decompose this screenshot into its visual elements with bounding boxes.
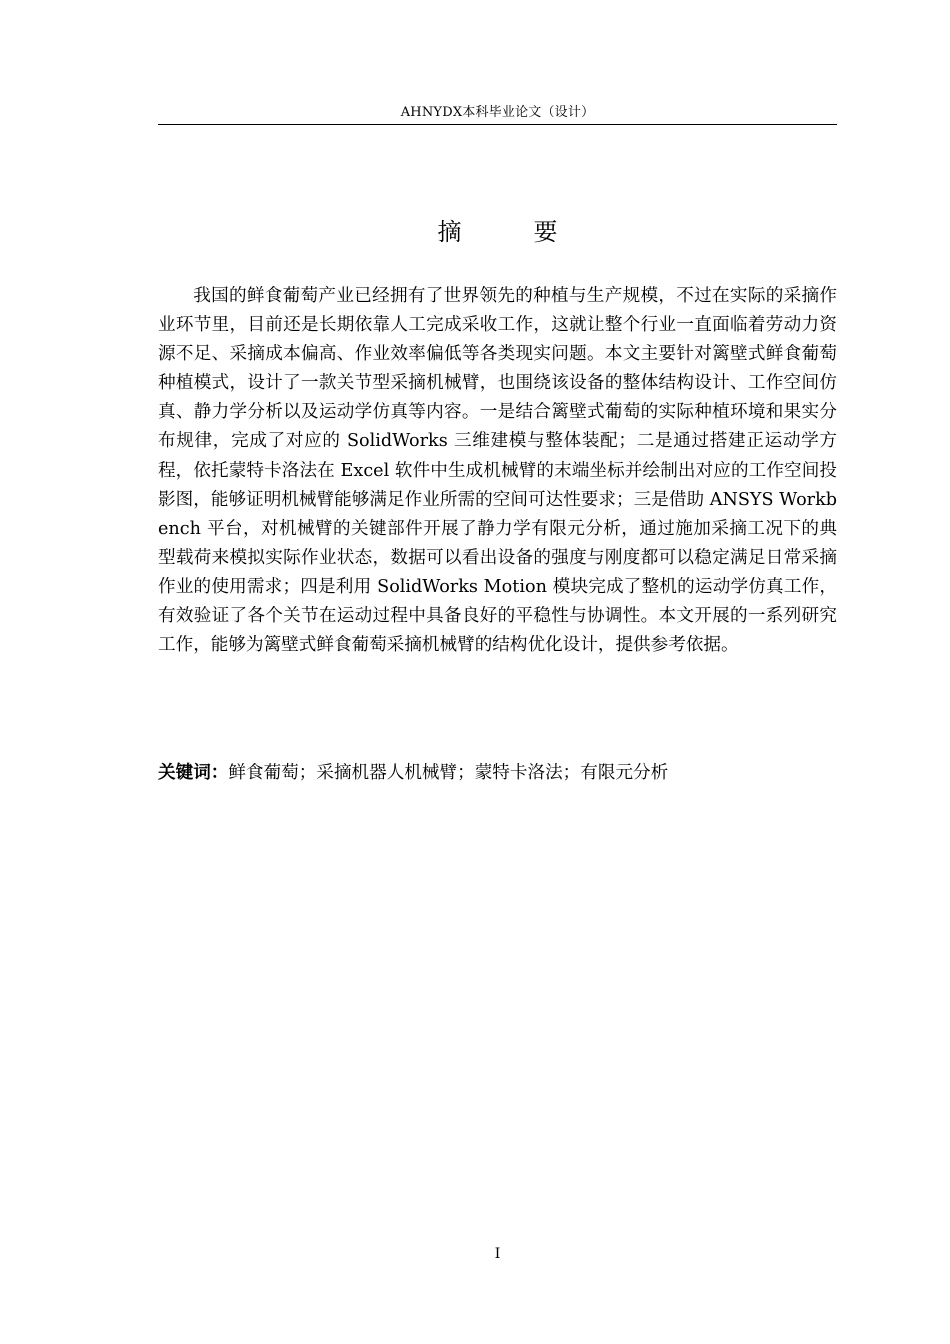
- running-header: AHNYDX本科毕业论文（设计）: [400, 105, 595, 120]
- abstract-title: 摘 要: [437, 218, 582, 246]
- page-number: I: [494, 1246, 501, 1262]
- keywords-value: 鲜食葡萄；采摘机器人机械臂；蒙特卡洛法；有限元分析: [228, 763, 669, 783]
- abstract-body: 我国的鲜食葡萄产业已经拥有了世界领先的种植与生产规模，不过在实际的采摘作业环节里，目前还是长期依靠人工完成采收工作，这就让整个行业一直面临着劳动力资源不足、采摘成本偏高、作业效率偏低等各类现实问题。本文主要针对篱壁式鲜食葡萄种植模式，设计了一款关节型采摘机械臂，也围绕该设备的整体结构设计、工作空间仿真、静力学分析以及运动学仿真等内容。一是结合篱壁式葡萄的实际种植环境和果实分布规律，完成了对应的 SolidWorks 三维建模与整体装配；二是通过搭建正运动学方程，依托蒙特卡洛法在 Excel 软件中生成机械臂的末端坐标并绘制出对应的工作空间投影图，能够证明机械臂能够满足作业所需的空间可达性要求；三是借助 ANSYS Workbench 平台，对机械臂的关键部件开展了静力学有限元分析，通过施加采摘工况下的典型载荷来模拟实际作业状态，数据可以看出设备的强度与刚度都可以稳定满足日常采摘作业的使用需求；四是利用 SolidWorks Motion 模块完成了整机的运动学仿真工作，有效验证了各个关节在运动过程中具备良好的平稳性与协调性。本文开展的一系列研究工作，能够为篱壁式鲜食葡萄采摘机械臂的结构优化设计，提供参考依据。: [158, 286, 837, 656]
- header-rule: [158, 124, 837, 125]
- keywords-label: 关键词：: [158, 763, 229, 783]
- keywords-line: [158, 759, 837, 788]
